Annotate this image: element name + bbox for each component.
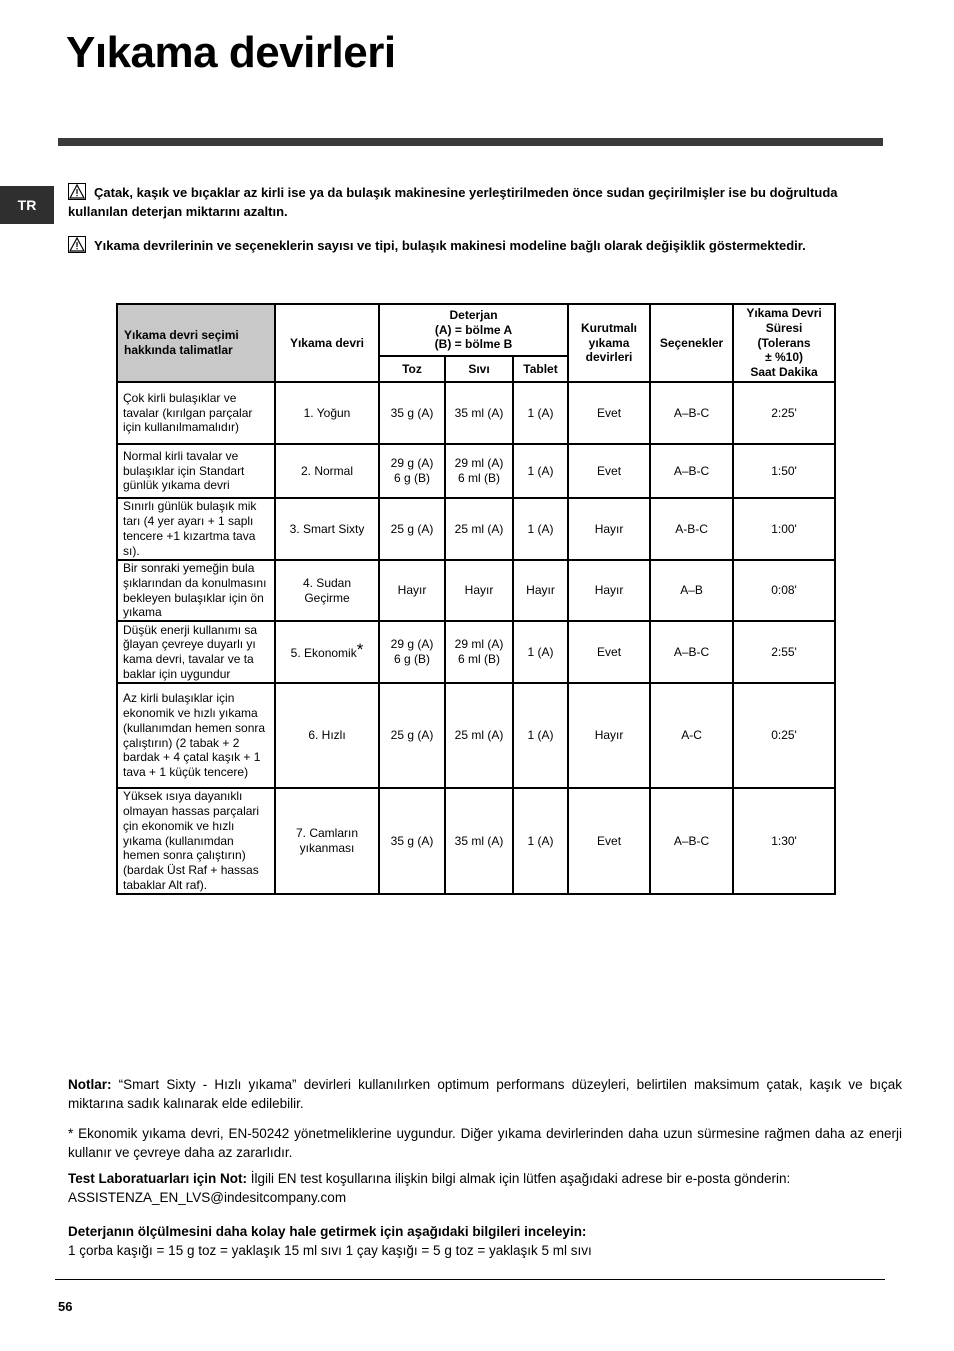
cell-duration: 1:00' [733,498,835,560]
note-text: * Ekonomik yıkama devri, EN-50242 yönetmeliklerine uygundur. Diğer yıkama devirlerinden daha uzun sürmesine rağmen daha az enerji kullanır ve çevreye daha az zararlıdır. [68,1126,902,1160]
cell-tablet: 1 (A) [513,444,568,498]
header-detergent-line: (B) = bölme B [434,337,513,352]
table-row [117,444,835,498]
cell-drying: Evet [568,382,650,444]
cell-instructions: Yüksek ısıya dayanıklı olmayan hassas parçalari çin ekonomik ve hızlı yıkama (kullanımdan hemen sonra çalıştırın) (bardak Üst Raf + hassas tabaklar Alt raf). [117,788,275,894]
cell-cycle [275,382,379,444]
liquid-amount: 29 ml (A) [454,456,504,471]
cell-cycle [275,683,379,788]
cell-instructions: Normal kirli tavalar ve bulaşıklar için Standart günlük yıkama devri [117,444,275,498]
header-powder: Toz [379,356,445,382]
cell-powder [379,621,445,683]
cell-tablet: 1 (A) [513,683,568,788]
cell-drying: Hayır [568,498,650,560]
header-detergent [379,304,568,356]
powder-amount: 25 g (A) [390,728,434,743]
warning-note-2 [68,236,898,255]
cell-tablet: 1 (A) [513,788,568,894]
warning-icon [68,236,86,253]
cell-drying: Hayır [568,560,650,621]
cell-drying: Evet [568,444,650,498]
note-text: “Smart Sixty - Hızlı yıkama” devirleri kullanılırken optimum performans düzeyleri, belirtilen maksimum çatak, kaşık ve bıçak miktarına sadık kalınarak elde edilebilir. [68,1077,902,1111]
powder-amount: 35 g (A) [390,833,434,848]
liquid-amount: 25 ml (A) [454,521,504,536]
cell-instructions: Düşük enerji kullanımı sa ğlayan çevreye duyarlı yı kama devri, tavalar ve ta baklar için uygundur [117,621,275,683]
page-number: 56 [58,1299,73,1314]
cell-liquid [445,560,513,621]
cycle-name: 6. Hızlı [308,728,346,743]
liquid-amount: Hayır [464,583,494,598]
powder-amount: Hayır [397,583,427,598]
liquid-amount: 35 ml (A) [454,833,504,848]
cell-duration: 1:30' [733,788,835,894]
cell-duration: 0:25' [733,683,835,788]
cell-tablet: 1 (A) [513,621,568,683]
powder-amount: 29 g (A) [390,637,434,652]
cell-powder [379,444,445,498]
cell-options: A–B-C [650,621,733,683]
header-duration-line: Süresi [765,320,803,335]
cell-cycle [275,444,379,498]
note-text: 1 çorba kaşığı = 15 g toz = yaklaşık 15 ml sıvı 1 çay kaşığı = 5 g toz = yaklaşık 5 ml sıvı [68,1242,592,1258]
powder-amount: 6 g (B) [393,471,430,485]
cell-powder [379,560,445,621]
note-economic [68,1125,902,1162]
header-liquid: Sıvı [445,356,513,382]
table-row [117,382,835,444]
cell-options: A–B-C [650,788,733,894]
cycle-name: 5. Ekonomik [290,646,357,661]
header-drying-line: devirleri [585,350,633,365]
cell-powder [379,382,445,444]
warning-text-2: Yıkama devrilerinin ve seçeneklerin sayısı ve tipi, bulaşık makinesi modeline bağlı olarak değişiklik göstermektedir. [94,238,806,253]
cycle-name: 4. Sudan Geçirme [302,575,352,605]
cell-cycle [275,621,379,683]
cycle-name: 7. Camların yıkanması [295,826,359,855]
header-drying-line: yıkama [588,335,630,350]
cell-cycle [275,788,379,894]
powder-amount: 35 g (A) [390,405,434,420]
note-smart-sixty [68,1076,902,1113]
note-detergent-measure [68,1223,902,1260]
header-cycle: Yıkama devri [275,304,379,382]
wash-cycles-table [116,303,836,895]
cycle-name: 3. Smart Sixty [289,521,365,536]
header-detergent-line: Deterjan [449,307,498,322]
cell-duration: 0:08' [733,560,835,621]
table-row [117,788,835,894]
cell-tablet: 1 (A) [513,382,568,444]
header-detergent-line: (A) = bölme A [434,322,513,337]
header-instructions: Yıkama devri seçimi hakkında talimatlar [117,304,275,382]
cell-duration: 2:25' [733,382,835,444]
cell-duration: 2:55' [733,621,835,683]
header-drying [568,304,650,382]
liquid-amount: 6 ml (B) [458,652,500,667]
cell-options: A–B-C [650,382,733,444]
note-text: İlgili EN test koşullarına ilişkin bilgi almak için lütfen aşağıdaki adrese bir e-posta gönderin: [247,1171,791,1186]
cycle-name: 2. Normal [300,463,353,478]
header-duration-line: Saat Dakika [750,365,818,380]
powder-amount: 25 g (A) [390,521,434,536]
header-duration [733,304,835,382]
liquid-amount: 35 ml (A) [454,405,504,420]
cell-liquid [445,683,513,788]
header-duration-line: (Tolerans [757,335,811,350]
cell-instructions: Çok kirli bulaşıklar ve tavalar (kırılgan parçalar için kullanılmamalıdır) [117,382,275,444]
cell-drying: Hayır [568,683,650,788]
cell-liquid [445,382,513,444]
footer-divider [55,1279,885,1280]
header-drying-line: Kurutmalı [581,320,638,335]
title-divider [58,138,883,146]
cell-drying: Evet [568,621,650,683]
table-row [117,621,835,683]
note-label: Test Laboratuarları için Not: [68,1171,248,1186]
note-label: Notlar: [68,1077,112,1092]
cell-duration: 1:50' [733,444,835,498]
footnote-mark: * [356,640,364,660]
powder-amount: 29 g (A) [390,456,434,471]
cell-instructions: Bir sonraki yemeğin bula şıklarından da konulmasını bekleyen bulaşıklar için ön yıkama [117,560,275,621]
language-tab: TR [0,186,54,224]
cell-tablet: Hayır [513,560,568,621]
cell-powder [379,498,445,560]
liquid-amount: 25 ml (A) [454,728,504,743]
table-row [117,498,835,560]
contact-email: ASSISTENZA_EN_LVS@indesitcompany.com [68,1189,347,1205]
note-label: Deterjanın ölçülmesini daha kolay hale getirmek için aşağıdaki bilgileri inceleyin: [68,1224,587,1239]
header-options: Seçenekler [650,304,733,382]
cell-liquid [445,788,513,894]
table-row [117,560,835,621]
cell-instructions: Az kirli bulaşıklar için ekonomik ve hızlı yıkama (kullanımdan hemen sonra çalıştırın) (2 tabak + 2 bardak + 4 çatal kaşık + 1 tava + 1 küçük tencere) [117,683,275,788]
cell-liquid [445,498,513,560]
header-tablet: Tablet [513,356,568,382]
cell-cycle [275,560,379,621]
cell-options: A-B-C [650,498,733,560]
header-duration-line: ± %10) [765,350,803,365]
cell-powder [379,683,445,788]
cell-liquid [445,444,513,498]
warning-icon [68,183,86,200]
powder-amount: 6 g (B) [393,652,430,667]
cell-cycle [275,498,379,560]
cell-options: A–B [650,560,733,621]
cell-liquid [445,621,513,683]
note-test-labs [68,1170,902,1207]
cell-drying: Evet [568,788,650,894]
warning-text-1: Çatak, kaşık ve bıçaklar az kirli ise ya da bulaşık makinesine yerleştirilmeden önce sudan geçirilmişler ise bu doğrultuda kullanılan deterjan miktarını azaltın. [68,185,838,219]
cell-instructions: Sınırlı günlük bulaşık mik tarı (4 yer ayarı + 1 saplı tencere +1 kızartma tava sı). [117,498,275,560]
cell-powder [379,788,445,894]
page-title: Yıkama devirleri [66,28,396,77]
liquid-amount: 29 ml (A) [454,637,504,652]
warning-note-1 [68,183,898,221]
cell-options: A–B-C [650,444,733,498]
table-row [117,683,835,788]
cell-options: A-C [650,683,733,788]
liquid-amount: 6 ml (B) [458,471,500,485]
cell-tablet: 1 (A) [513,498,568,560]
header-duration-line: Yıkama Devri [746,306,822,320]
cycle-name: 1. Yoğun [303,405,351,420]
